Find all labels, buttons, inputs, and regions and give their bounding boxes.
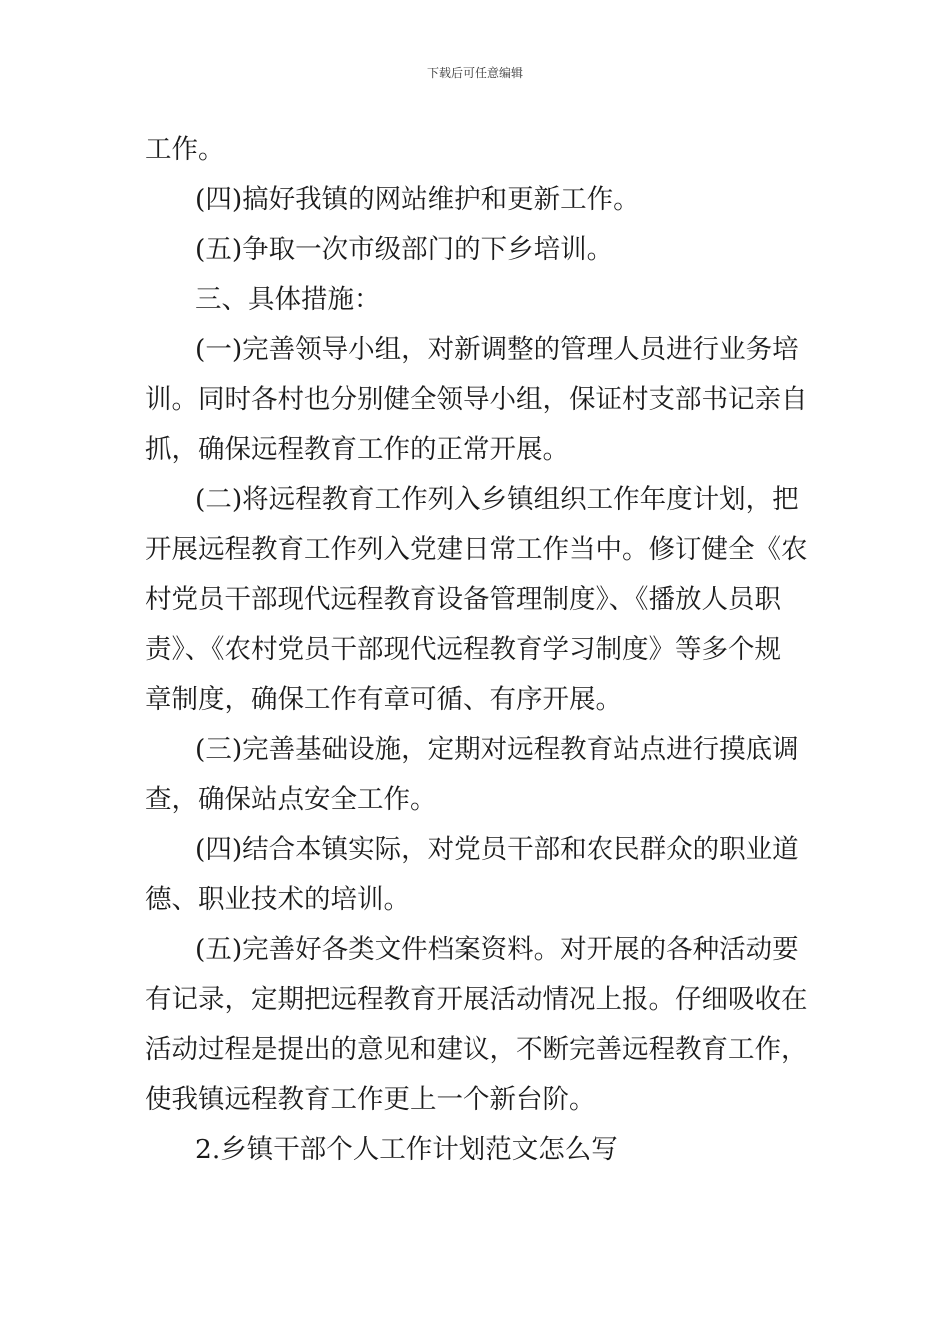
text-line: (五)争取一次市级部门的下乡培训。 bbox=[195, 234, 614, 265]
text-line: (二)将远程教育工作列入乡镇组织工作年度计划，把 bbox=[195, 484, 799, 515]
text-line: (一)完善领导小组，对新调整的管理人员进行业务培 bbox=[195, 334, 799, 365]
text-line: 活动过程是提出的意见和建议，不断完善远程教育工作， bbox=[145, 1034, 808, 1065]
text-line: 训。同时各村也分别健全领导小组，保证村支部书记亲自 bbox=[145, 384, 808, 415]
text-line: 使我镇远程教育工作更上一个新台阶。 bbox=[145, 1084, 596, 1115]
text-line: 责》、《农村党员干部现代远程教育学习制度》等多个规 bbox=[145, 634, 781, 665]
text-line: 章制度，确保工作有章可循、有序开展。 bbox=[145, 684, 622, 715]
page-header-note: 下载后可任意编辑 bbox=[426, 66, 523, 80]
text-line: 工作。 bbox=[145, 134, 225, 165]
text-line: (五)完善好各类文件档案资料。对开展的各种活动要 bbox=[195, 934, 799, 965]
text-line: (四)搞好我镇的网站维护和更新工作。 bbox=[195, 184, 640, 215]
text-line: 德、职业技术的培训。 bbox=[145, 884, 410, 915]
section-heading: 2.乡镇干部个人工作计划范文怎么写 bbox=[195, 1134, 618, 1165]
text-line: 开展远程教育工作列入党建日常工作当中。修订健全《农 bbox=[145, 534, 808, 565]
text-line: (三)完善基础设施，定期对远程教育站点进行摸底调 bbox=[195, 734, 799, 765]
text-line: 村党员干部现代远程教育设备管理制度》、《播放人员职 bbox=[145, 584, 781, 615]
section-heading: 三、具体措施： bbox=[195, 284, 381, 315]
text-line: 抓，确保远程教育工作的正常开展。 bbox=[145, 434, 569, 465]
text-line: 查，确保站点安全工作。 bbox=[145, 784, 437, 815]
text-line: 有记录，定期把远程教育开展活动情况上报。仔细吸收在 bbox=[145, 984, 808, 1015]
text-line: (四)结合本镇实际，对党员干部和农民群众的职业道 bbox=[195, 834, 799, 865]
